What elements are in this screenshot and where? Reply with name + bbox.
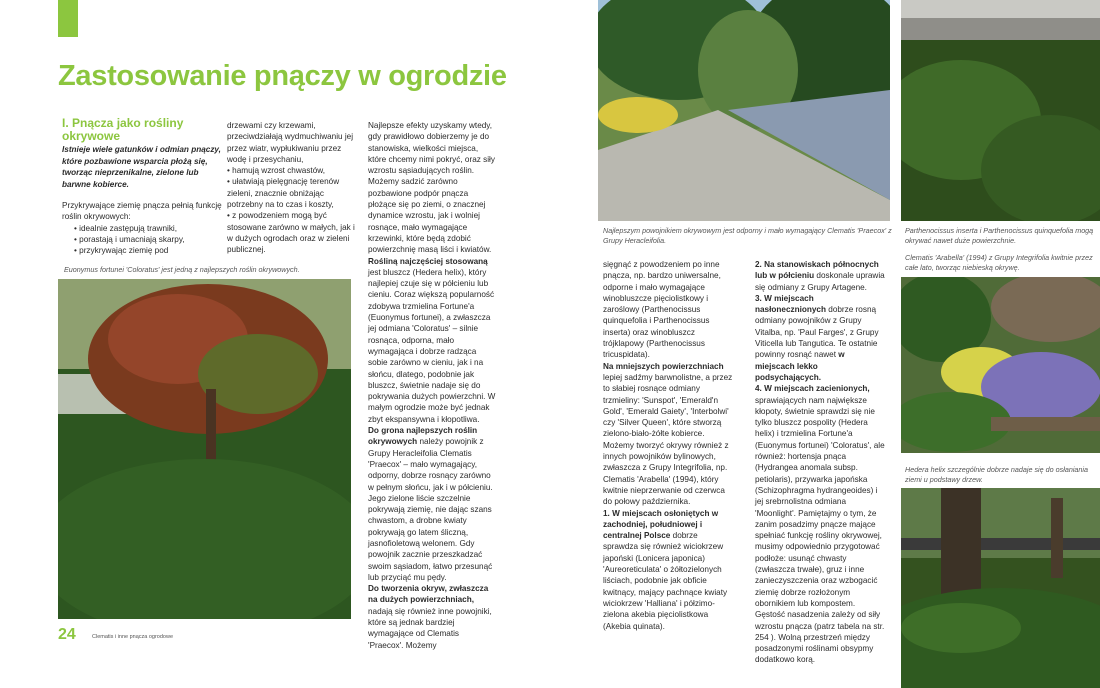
text-column-4 xyxy=(603,259,733,632)
text-column-2 xyxy=(227,120,355,256)
bold-lead: Do tworzenia okryw, zwłaszcza na dużych powierzchniach, xyxy=(368,584,489,605)
paragraph: doskonale uprawia się odmiany z Grupy Artagene. xyxy=(755,271,885,292)
bold-lead: 1. W miejscach osłoniętych w zachodniej, południowej i centralnej Polsce xyxy=(603,508,719,541)
photo-euonymus xyxy=(58,279,351,619)
paragraph: lepiej sadźmy barwnolistne, a przez to słabiej rosnące odmiany trzmieliny: 'Sunspot', 'Emerald'n Gold', 'Emerald Gaiety', 'Interbolwi' czy 'Silver Queen', które stworzą zielono-biało-żółte kobierce. Możemy tworzyć okrywy również z innych powojników bylinowych, zwłaszcza z Grupy Integrifolia, np. Clematis 'Arabella' (1994), który kwitnie nieprzerwanie od czerwca do połowy października. xyxy=(603,372,733,507)
photo-caption: Parthenocissus inserta i Parthenocissus quinquefolia mogą okrywać nawet duże powierzchnie. xyxy=(905,226,1094,245)
list-item: • ułatwiają pielęgnację terenów zieleni, znacznie obniżając potrzebny na to czas i koszty, xyxy=(227,176,355,210)
intro-list xyxy=(74,223,222,257)
paragraph: drzewami czy krzewami, przeciwdziałają wydmuchiwaniu jej przez wiatr, wypłukiwaniu przez wodę i przesychaniu, xyxy=(227,121,354,164)
text-column-5 xyxy=(755,259,885,666)
photo-caption: Hedera helix szczególnie dobrze nadaje się do osłaniania ziemi u podstawy drzew. xyxy=(905,465,1089,484)
benefit-list xyxy=(227,165,355,255)
photo-clematis-praecox xyxy=(598,0,890,221)
text-column-3 xyxy=(368,120,496,651)
paragraph: dobrze sprawdza się również wiciokrzew japoński (Lonicera japonica) 'Aureoreticulata' o żółtozielonych liściach, podobnie jak obficie kwitnący, mający pachnące kwiaty wiciokrzew 'Halliana' i półzimo-zielona akebia pięciolistkowa (Akebia quinata). xyxy=(603,531,728,631)
bold-lead: 3. W miejscach nasłonecznionych xyxy=(755,293,826,315)
photo-caption: Najlepszym powojnikiem okrywowym jest odporny i mało wymagający Clematis 'Praecox' z Grupy Heracleifolia. xyxy=(603,226,892,245)
intro-text: Przykrywające ziemię pnącza pełnią funkcję roślin okrywowych: xyxy=(62,201,222,222)
section-title: I. Pnącza jako rośliny okrywowe xyxy=(62,116,184,143)
paragraph: nadają się również inne powojniki, które są jednak bardziej wymagające od Clematis 'Praecox'. Możemy xyxy=(368,606,492,650)
list-item: • z powodzeniem mogą być stosowane zarówno w małych, jak i w dużych ogrodach oraz w zieleni publicznej. xyxy=(227,210,355,255)
list-item: • porastają i umacniają skarpy, xyxy=(74,234,222,245)
list-item: • idealnie zastępują trawniki, xyxy=(74,223,222,234)
list-item: • przykrywając ziemię pod xyxy=(74,245,222,256)
bold-lead: w miejscach lekko podsychających. xyxy=(755,350,845,382)
bold-lead: Rośliną najczęściej stosowaną xyxy=(368,256,488,266)
paragraph: Najlepsze efekty uzyskamy wtedy, gdy prawidłowo dobierzemy je do stanowiska, wielkości miejsca, które chcemy nimi pokryć, oraz siły wzrostu sąsiadujących roślin. Możemy sadzić zarówno pozbawione podpór pnącza płożące się po ziemi, o znacznej dynamice wzrostu, jak i wolniej rosnące, mało wymagające krzewinki, które będą zdobić powierzchnię masą liści i kwiatów. xyxy=(368,121,495,255)
section-lead: Istnieje wiele gatunków i odmian pnączy, które pozbawione wsparcia płożą się, tworząc nieprzenikalne, zielone lub barwne kobierce. xyxy=(62,145,221,189)
paragraph: należy powojnik z Grupy Heracleifolia Clematis 'Praecox' – mało wymagający, odporny, dobrze rosnący zarówno w pełnym słońcu, jak i w półcieniu. Jego zielone liście szczelnie pokrywają ziemię, nie dając szans chwastom, a drobne kwiaty pokrywają go latem śliczną, jasnofioletową welonem. Gdy powojnik zacznie przeszkadzać swoim sąsiadom, łatwo przesunąć lub przyciąć mu pędy. xyxy=(368,437,493,582)
bold-lead: Na mniejszych powierzchniach xyxy=(603,361,724,371)
paragraph: sprawiających nam największe kłopoty, świetnie sprawdzi się nie tylko bluszcz pospolity (Hedera helix) i trzmielina Fortune'a (Euonymus fortunei) 'Coloratus', ale również: hortensja pnąca (Hydrangea anomala subsp. petiolaris), przywarka japońska (Schizophragma hydrangeoides) i jej srebrnolistna odmiana 'Moonlight'. Pamiętajmy o tym, że zanim posadzimy pnącze mające spełniać funkcję rośliny okrywowej, musimy odpowiednio przygotować podłoże: usunąć chwasty (zwłaszcza trwałe), gruz i inne zanieczyszczenia oraz wzbogacić ziemię dobrze rozłożonym obornikiem lub kompostem. Gęstość nasadzenia zależy od siły wzrostu pnącza (patrz tabela na str. 254 ). Wolną przestrzeń między posadzonymi roślinami obsypmy dodatkowo korą. xyxy=(755,395,885,665)
section-intro xyxy=(62,200,222,256)
photo-parthenocissus xyxy=(901,0,1100,221)
page-number: 24 xyxy=(58,626,76,643)
page-title: Zastosowanie pnączy w ogrodzie xyxy=(58,60,507,92)
photo-clematis-arabella xyxy=(901,277,1100,453)
paragraph: dobrze rosną odmiany powojników z Grupy Vitalba, np. 'Paul Farges', z Grupy Viticella lub Tangutica. Te ostatnie powinny rosnąć nawet xyxy=(755,305,879,360)
photo-caption: Euonymus fortunei 'Coloratus' jest jedną z najlepszych roślin okrywowych. xyxy=(64,265,300,274)
list-item: • hamują wzrost chwastów, xyxy=(227,165,355,176)
green-corner-tab xyxy=(58,0,78,37)
paragraph: sięgnąć z powodzeniem po inne pnącza, np. bardzo uniwersalne, odporne i mało wymagające winobluszcze pięciolistkowy i zaroślowy (Parthenocissus quinquefolia i Parthenocissus inserta) oraz winobluszcz trójklapowy (Parthenocissus tricuspidata). xyxy=(603,260,721,360)
photo-hedera xyxy=(901,488,1100,688)
paragraph: jest bluszcz (Hedera helix), który najlepiej czuje się w półcieniu lub cieniu. Coraz większą popularność zdobywa trzmielina Fortune'a (Euonymus fortunei), a zwłaszcza jej odmiana 'Coloratus' – silnie rosnąca, odporna, mało wymagająca i dobrze radząca sobie zarówno w cieniu, jak i na słońcu, dlatego, podobnie jak bluszcz, świetnie nadaje się do pokrywania dużych powierzchni. W małym ogrodzie może być jednak zbyt ekspansywna i kłopotliwa. xyxy=(368,267,496,424)
bold-lead: 2. Na stanowiskach północnych lub w półcieniu xyxy=(755,260,879,281)
bold-lead: Do grona najlepszych roślin okrywowych xyxy=(368,426,478,447)
page-footer: Clematis i inne pnącza ogrodowe xyxy=(92,634,174,640)
bold-lead: 4. W miejscach zacienionych, xyxy=(755,384,870,394)
photo-caption: Clematis 'Arabella' (1994) z Grupy Integrifolia kwitnie przez całe lato, tworząc niebieską okrywę. xyxy=(905,253,1093,272)
